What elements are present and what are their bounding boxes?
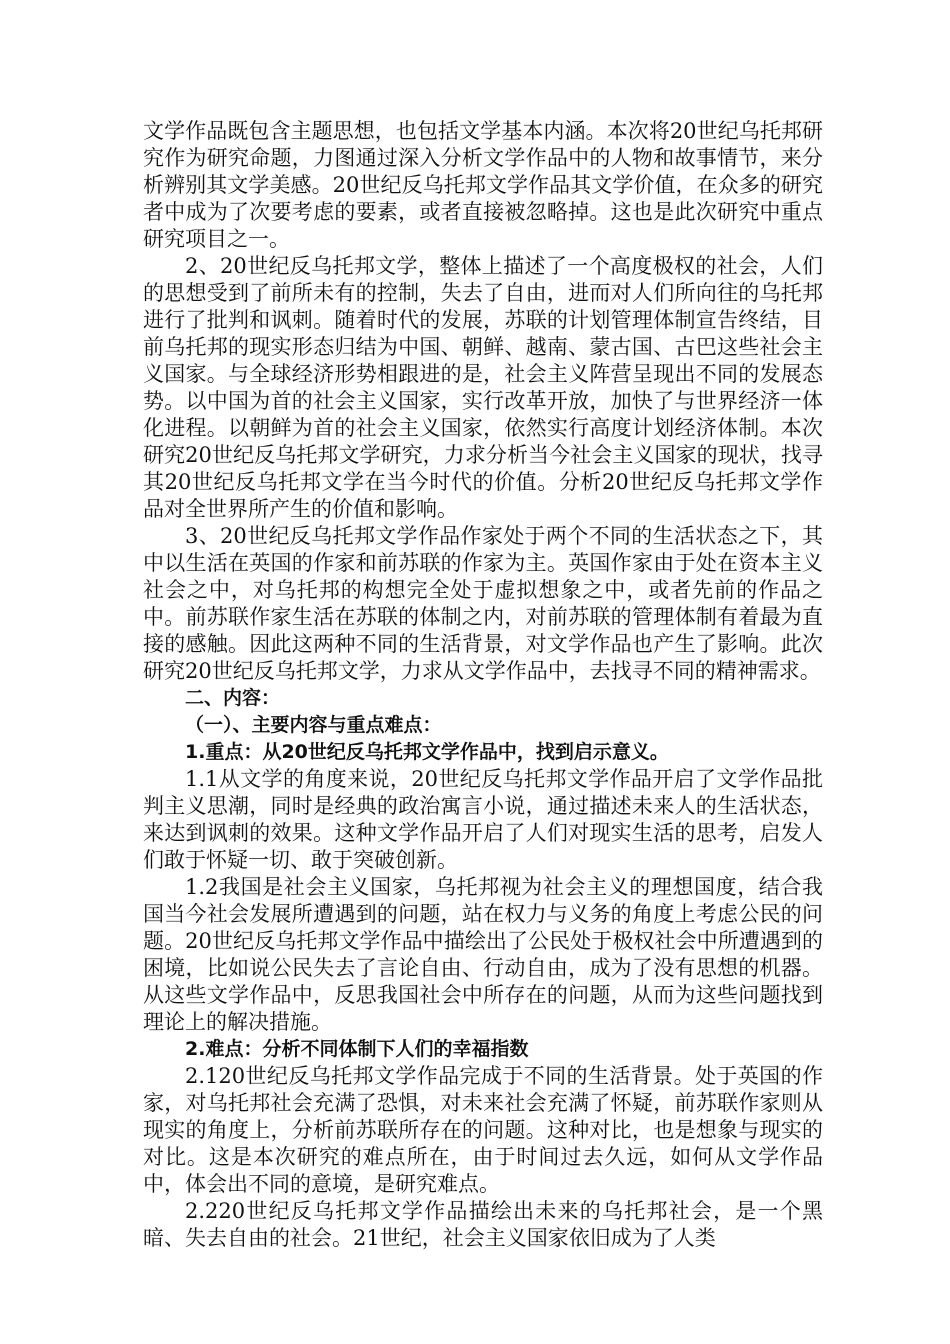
paragraph-intro-continuation: 文学作品既包含主题思想，也包括文学基本内涵。本次将20世纪乌托邦研究作为研究命题，力图通过深入分析文学作品中的人物和故事情节，来分析辨别其文学美感。20世纪反乌托邦文学作品其文学价值，在众多的研究者中成为了次要考虑的要素，或者直接被忽略掉。这也是此次研究中重点研究项目之一。 (143, 119, 823, 251)
paragraph-1-1: 1.1从文学的角度来说，20世纪反乌托邦文学作品开启了文学作品批判主义思潮，同时是经典的政治寓言小说，通过描述未来人的生活状态，来达到讽刺的效果。这种文学作品开启了人们对现实生活的思考，启发人们敢于怀疑一切、敢于突破创新。 (143, 767, 823, 872)
heading-difficulties: 2.难点：分析不同体制下人们的幸福指数 (185, 1038, 529, 1060)
subsection-heading-main-content: （一）、主要内容与重点难点： (185, 714, 442, 736)
section-heading-content: 二、内容： (185, 687, 281, 709)
paragraph-2-1: 2.120世纪反乌托邦文学作品完成于不同的生活背景。处于英国的作家，对乌托邦社会充满了恐惧，对未来社会充满了怀疑，前苏联作家则从现实的角度上，分析前苏联所存在的问题。这种对比，也是想象与现实的对比。这是本次研究的难点所在，由于时间过去久远，如何从文学作品中，体会出不同的意境，是研究难点。 (143, 1064, 823, 1196)
document-body (143, 118, 823, 1252)
heading-key-points: 1.重点：从20世纪反乌托邦文学作品中，找到启示意义。 (185, 741, 669, 763)
paragraph-point-2: 2、20世纪反乌托邦文学，整体上描述了一个高度极权的社会，人们的思想受到了前所未有的控制，失去了自由，进而对人们所向往的乌托邦进行了批判和讽刺。随着时代的发展，苏联的计划管理体制宣告终结，目前乌托邦的现实形态归结为中国、朝鲜、越南、蒙古国、古巴这些社会主义国家。与全球经济形势相跟进的是，社会主义阵营呈现出不同的发展态势。以中国为首的社会主义国家，实行改革开放，加快了与世界经济一体化进程。以朝鲜为首的社会主义国家，依然实行高度计划经济体制。本次研究20世纪反乌托邦文学研究，力求分析当今社会主义国家的现状，找寻其20世纪反乌托邦文学在当今时代的价值。分析20世纪反乌托邦文学作品对全世界所产生的价值和影响。 (143, 254, 823, 521)
paragraph-point-3: 3、20世纪反乌托邦文学作品作家处于两个不同的生活状态之下，其中以生活在英国的作家和前苏联的作家为主。英国作家由于处在资本主义社会之中，对乌托邦的构想完全处于虚拟想象之中，或者先前的作品之中。前苏联作家生活在苏联的体制之内，对前苏联的管理体制有着最为直接的感触。因此这两种不同的生活背景，对文学作品也产生了影响。此次研究20世纪反乌托邦文学，力求从文学作品中，去找寻不同的精神需求。 (143, 524, 823, 683)
paragraph-2-2: 2.220世纪反乌托邦文学作品描绘出未来的乌托邦社会，是一个黑暗、失去自由的社会。21世纪，社会主义国家依旧成为了人类 (143, 1199, 823, 1250)
paragraph-1-2: 1.2我国是社会主义国家，乌托邦视为社会主义的理想国度，结合我国当今社会发展所遭遇到的问题，站在权力与义务的角度上考虑公民的问题。20世纪反乌托邦文学作品中描绘出了公民处于极权社会中所遭遇到的困境，比如说公民失去了言论自由、行动自由，成为了没有思想的机器。从这些文学作品中，反思我国社会中所存在的问题，从而为这些问题找到理论上的解决措施。 (143, 875, 823, 1034)
